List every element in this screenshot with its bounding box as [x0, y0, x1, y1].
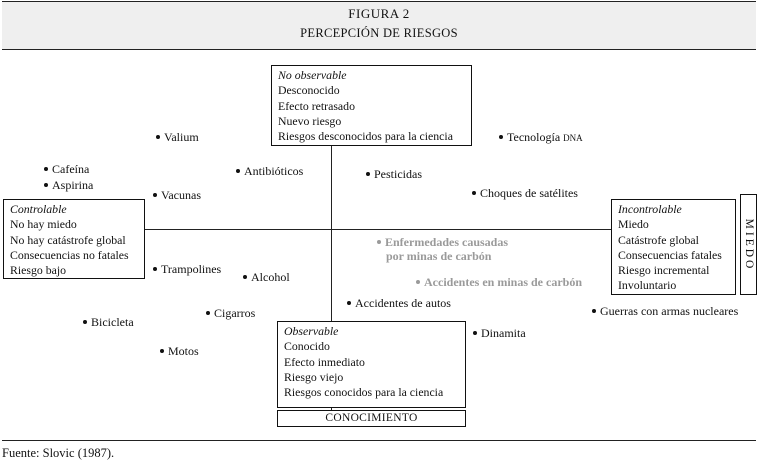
source-note: Fuente: Slovic (1987).: [2, 446, 115, 460]
point-marker: [416, 280, 420, 284]
point-marker: [44, 183, 48, 187]
box-line: Nuevo riesgo: [278, 113, 342, 128]
box-incontrolable: [611, 199, 736, 295]
point-label: por minas de carbón: [386, 249, 492, 263]
point-label: Dinamita: [481, 326, 526, 340]
point-motos: [160, 344, 199, 358]
point-label: Bicicleta: [91, 315, 134, 329]
box-line: Riesgo bajo: [10, 263, 67, 278]
miedo-axis-label: [740, 194, 757, 295]
figure-title: PERCEPCIÓN DE RIESGOS: [300, 26, 458, 40]
bottom-rule: [2, 440, 756, 441]
point-bicicleta: [83, 315, 134, 329]
box-heading: Incontrolable: [618, 202, 682, 216]
point-label: Antibióticos: [244, 164, 304, 178]
horizontal-axis: [144, 229, 612, 230]
point-label: Cafeína: [52, 162, 90, 176]
conocimiento-axis-label: [277, 410, 466, 427]
point-marker: [499, 135, 503, 139]
point-marker: [153, 267, 157, 271]
box-line: Consecuencias no fatales: [10, 247, 129, 262]
point-marker: [473, 331, 477, 335]
point-label: Tecnología: [507, 130, 561, 144]
point-marker: [366, 172, 370, 176]
point-guerras-nucleares: [592, 304, 738, 318]
point-enfermedades-minas: [377, 235, 508, 249]
point-marker: [236, 169, 240, 173]
box-line: Efecto inmediato: [284, 354, 365, 369]
point-valium: [156, 130, 199, 144]
point-vacunas: [153, 188, 201, 202]
point-dinamita: [473, 326, 526, 340]
box-line: Consecuencias fatales: [618, 247, 722, 262]
point-marker: [347, 301, 351, 305]
point-cafeina: [44, 162, 89, 176]
box-line: Involuntario: [618, 278, 677, 293]
box-heading: No observable: [278, 68, 347, 82]
box-heading: Observable: [284, 324, 339, 338]
box-line: Conocido: [284, 339, 330, 354]
figure-header: [2, 2, 756, 49]
point-marker: [243, 275, 247, 279]
point-label: Cigarros: [214, 306, 256, 320]
point-label: Accidentes de autos: [355, 296, 451, 310]
point-label: Valium: [164, 130, 199, 144]
point-marker: [156, 135, 160, 139]
point-trampolines: [153, 262, 221, 276]
point-label: Accidentes en minas de carbón: [424, 275, 582, 289]
box-line: Riesgo viejo: [284, 369, 344, 384]
point-marker: [153, 193, 157, 197]
point-marker: [377, 240, 381, 244]
box-heading: Controlable: [10, 202, 67, 216]
point-marker: [592, 309, 596, 313]
point-aspirina: [44, 178, 93, 192]
conocimiento-label-text: CONOCIMIENTO: [325, 412, 418, 424]
point-label: Aspirina: [52, 178, 94, 192]
point-accidentes-minas: [416, 275, 582, 289]
box-line: Riesgos desconocidos para la ciencia: [278, 129, 453, 144]
box-controlable: [3, 199, 145, 279]
box-line: No hay miedo: [10, 217, 77, 232]
point-label-suffix: DNA: [563, 133, 583, 143]
point-cigarros: [206, 306, 255, 320]
point-label: Trampolines: [161, 262, 222, 276]
point-marker: [472, 191, 476, 195]
point-antibioticos: [236, 164, 303, 178]
point-label: Vacunas: [161, 188, 201, 202]
point-enfermedades-minas-line2: [386, 249, 491, 263]
box-no-observable: [271, 65, 472, 146]
top-rule: [2, 1, 756, 2]
point-marker: [160, 349, 164, 353]
point-tecnologia-dna: [499, 130, 583, 145]
point-pesticidas: [366, 167, 422, 181]
point-marker: [44, 167, 48, 171]
point-label: Pesticidas: [374, 167, 422, 181]
box-line: No hay catástrofe global: [10, 232, 126, 247]
point-accidentes-autos: [347, 296, 451, 310]
point-label: Motos: [168, 344, 199, 358]
miedo-label-text: MIEDO: [742, 218, 755, 271]
point-choques-satelites: [472, 186, 578, 200]
point-label: Alcohol: [251, 270, 290, 284]
point-label: Enfermedades causadas: [385, 235, 509, 249]
box-line: Riesgos conocidos para la ciencia: [284, 385, 444, 400]
box-observable: [277, 321, 466, 408]
point-alcohol: [243, 270, 290, 284]
point-label: Guerras con armas nucleares: [600, 304, 739, 318]
point-marker: [83, 320, 87, 324]
point-marker: [206, 311, 210, 315]
figure-number: FIGURA 2: [348, 6, 410, 21]
header-rule: [2, 49, 756, 50]
box-line: Efecto retrasado: [278, 98, 355, 113]
point-label: Choques de satélites: [480, 186, 578, 200]
box-line: Miedo: [618, 217, 649, 232]
box-line: Riesgo incremental: [618, 263, 710, 278]
box-line: Desconocido: [278, 83, 340, 98]
box-line: Catástrofe global: [618, 232, 699, 247]
